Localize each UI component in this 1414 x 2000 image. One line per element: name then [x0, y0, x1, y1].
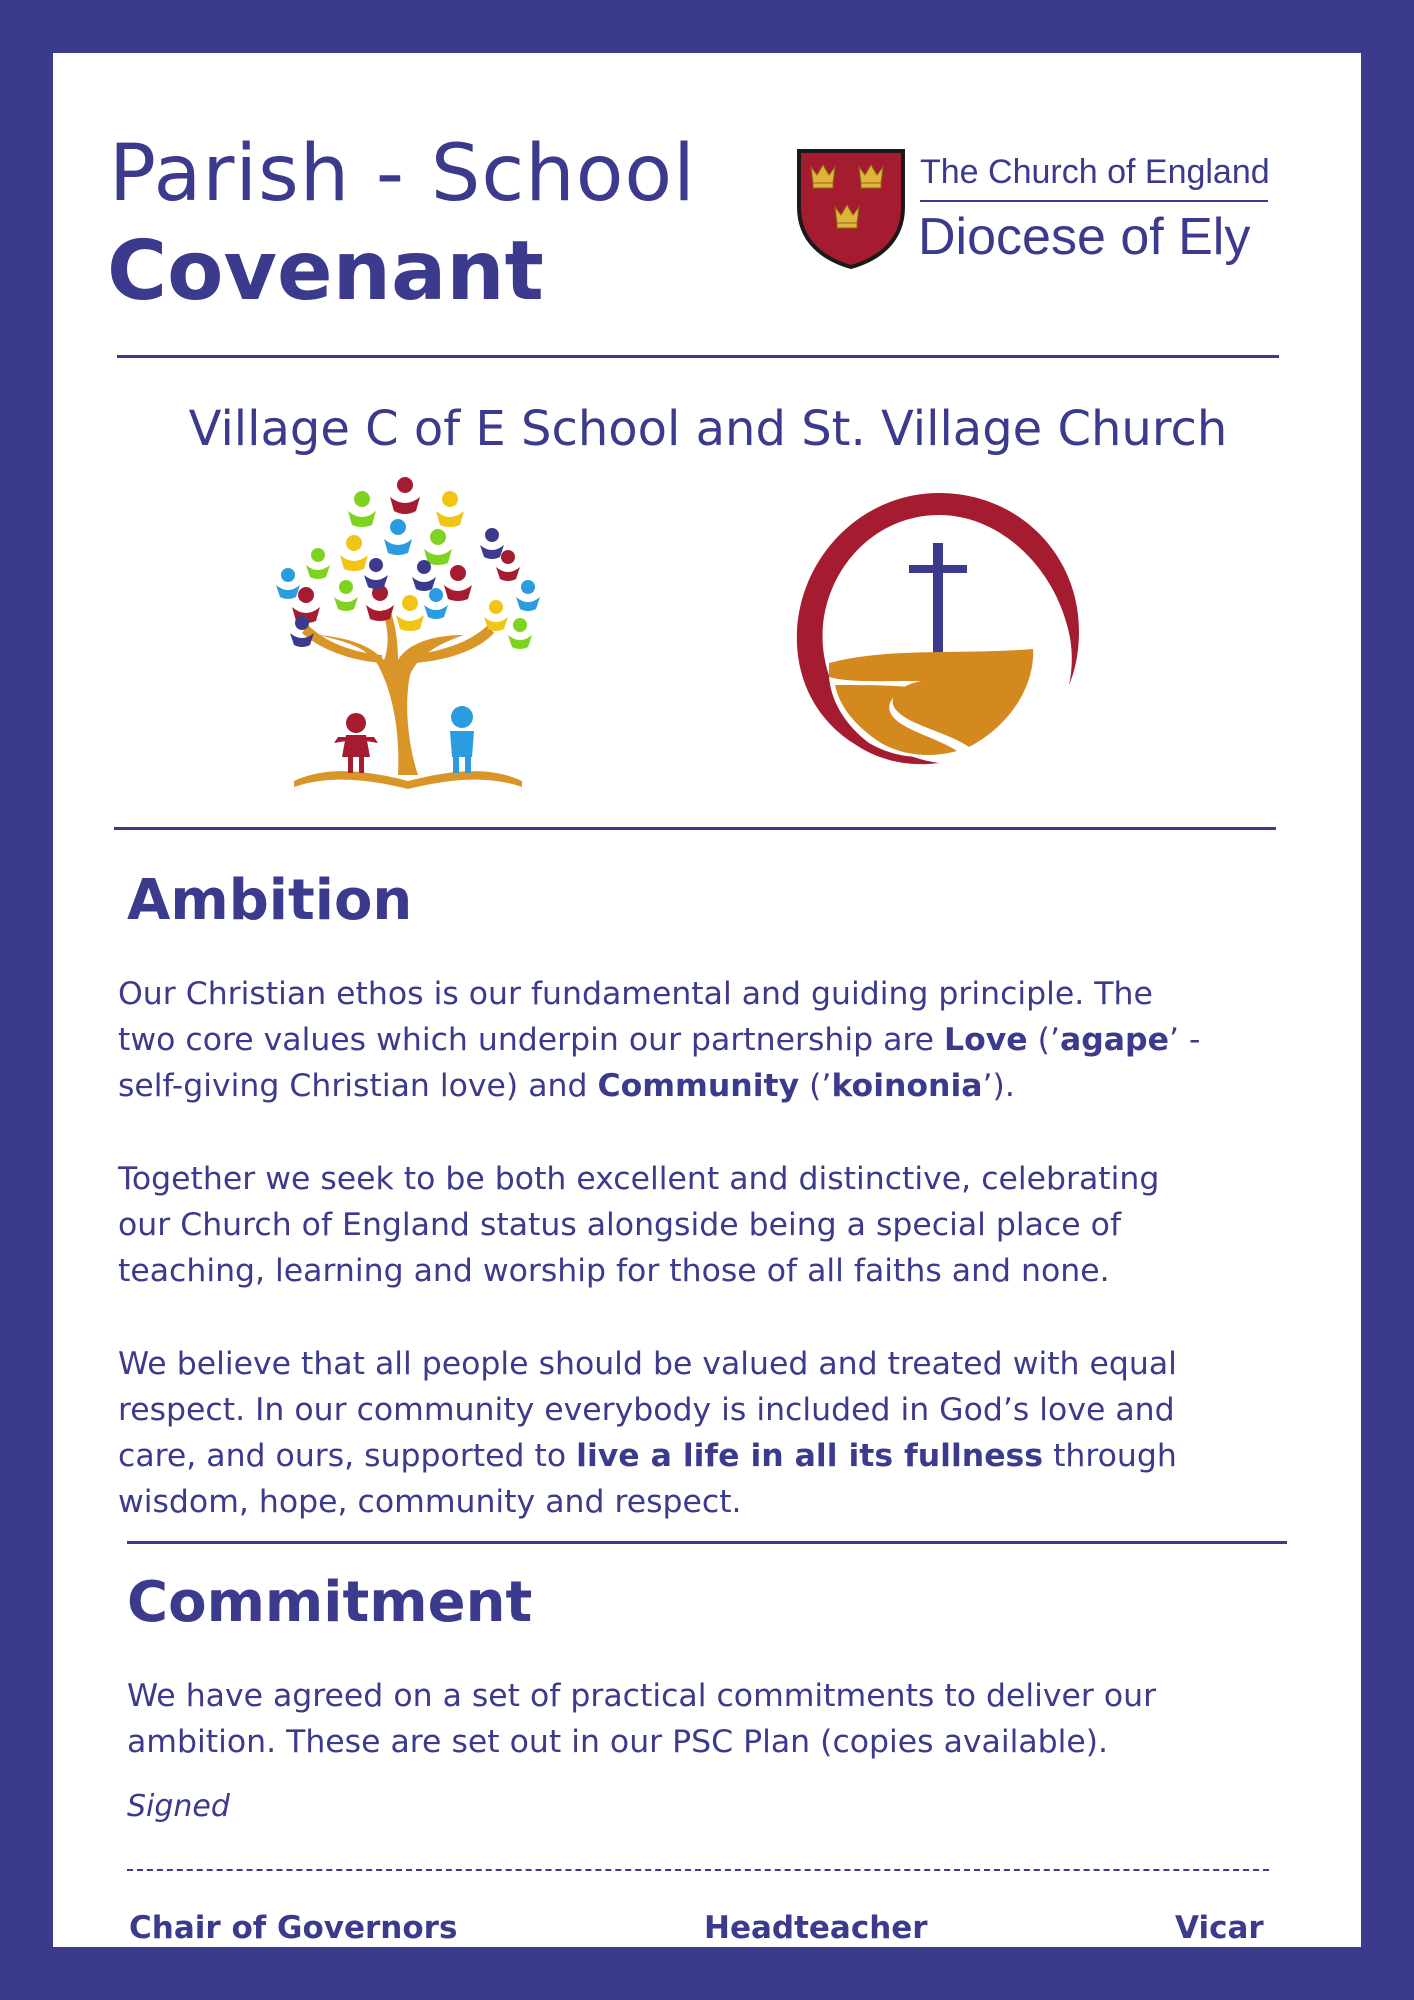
ambition-p1-line-2: two core values which underpin our partnership are Love (’agape’ - — [118, 1022, 1201, 1058]
commitment-line-1: We have agreed on a set of practical commitments to deliver our — [127, 1678, 1157, 1714]
ambition-p2-line-2: our Church of England status alongside being a special place of — [118, 1207, 1122, 1243]
diocese-crest-icon — [793, 145, 909, 269]
ambition-paragraph-2 — [118, 1156, 1159, 1294]
commitment-paragraph — [127, 1673, 1156, 1765]
ambition-p3-line-1: We believe that all people should be valued and treated with equal — [118, 1346, 1177, 1382]
title-line-2: Covenant — [107, 224, 544, 319]
ambition-p1-line-1: Our Christian ethos is our fundamental and guiding principle. The — [118, 976, 1153, 1012]
ambition-p1-line-3: self-giving Christian love) and Community (’koinonia’). — [118, 1068, 1015, 1104]
cross-hill-road-logo — [789, 485, 1089, 785]
ambition-p3-line-2: respect. In our community everybody is included in God’s love and — [118, 1392, 1175, 1428]
ambition-paragraph-1 — [118, 971, 1200, 1109]
diocese-name: Diocese of Ely — [918, 208, 1251, 266]
divider-top — [117, 355, 1279, 358]
tree-children-book-logo — [258, 475, 558, 795]
ambition-p2-line-3: teaching, learning and worship for those of all faiths and none. — [118, 1253, 1110, 1289]
signature-line — [127, 1869, 1269, 1871]
signatory-chair-of-governors: Chair of Governors — [129, 1910, 458, 1946]
signatory-vicar: Vicar — [1175, 1910, 1264, 1946]
diocese-divider — [920, 200, 1268, 202]
divider-middle — [114, 827, 1276, 830]
ambition-p3-line-3: care, and ours, supported to live a life in all its fullness through — [118, 1438, 1177, 1474]
signed-label: Signed — [127, 1789, 230, 1824]
school-church-names: Village C of E School and St. Village Church — [188, 401, 1228, 457]
signatory-headteacher: Headteacher — [704, 1910, 928, 1946]
ambition-p3-line-4: wisdom, hope, community and respect. — [118, 1484, 742, 1520]
divider-bottom — [127, 1541, 1287, 1544]
ambition-heading: Ambition — [127, 868, 413, 933]
title-line-1: Parish - School — [109, 129, 696, 219]
commitment-heading: Commitment — [127, 1570, 533, 1635]
diocese-logo — [793, 145, 1313, 275]
ambition-paragraph-3 — [118, 1341, 1177, 1525]
diocese-church-name: The Church of England — [920, 153, 1270, 191]
commitment-line-2: ambition. These are set out in our PSC Plan (copies available). — [127, 1724, 1109, 1760]
covenant-page — [53, 53, 1361, 1947]
ambition-p2-line-1: Together we seek to be both excellent and distinctive, celebrating — [118, 1161, 1160, 1197]
